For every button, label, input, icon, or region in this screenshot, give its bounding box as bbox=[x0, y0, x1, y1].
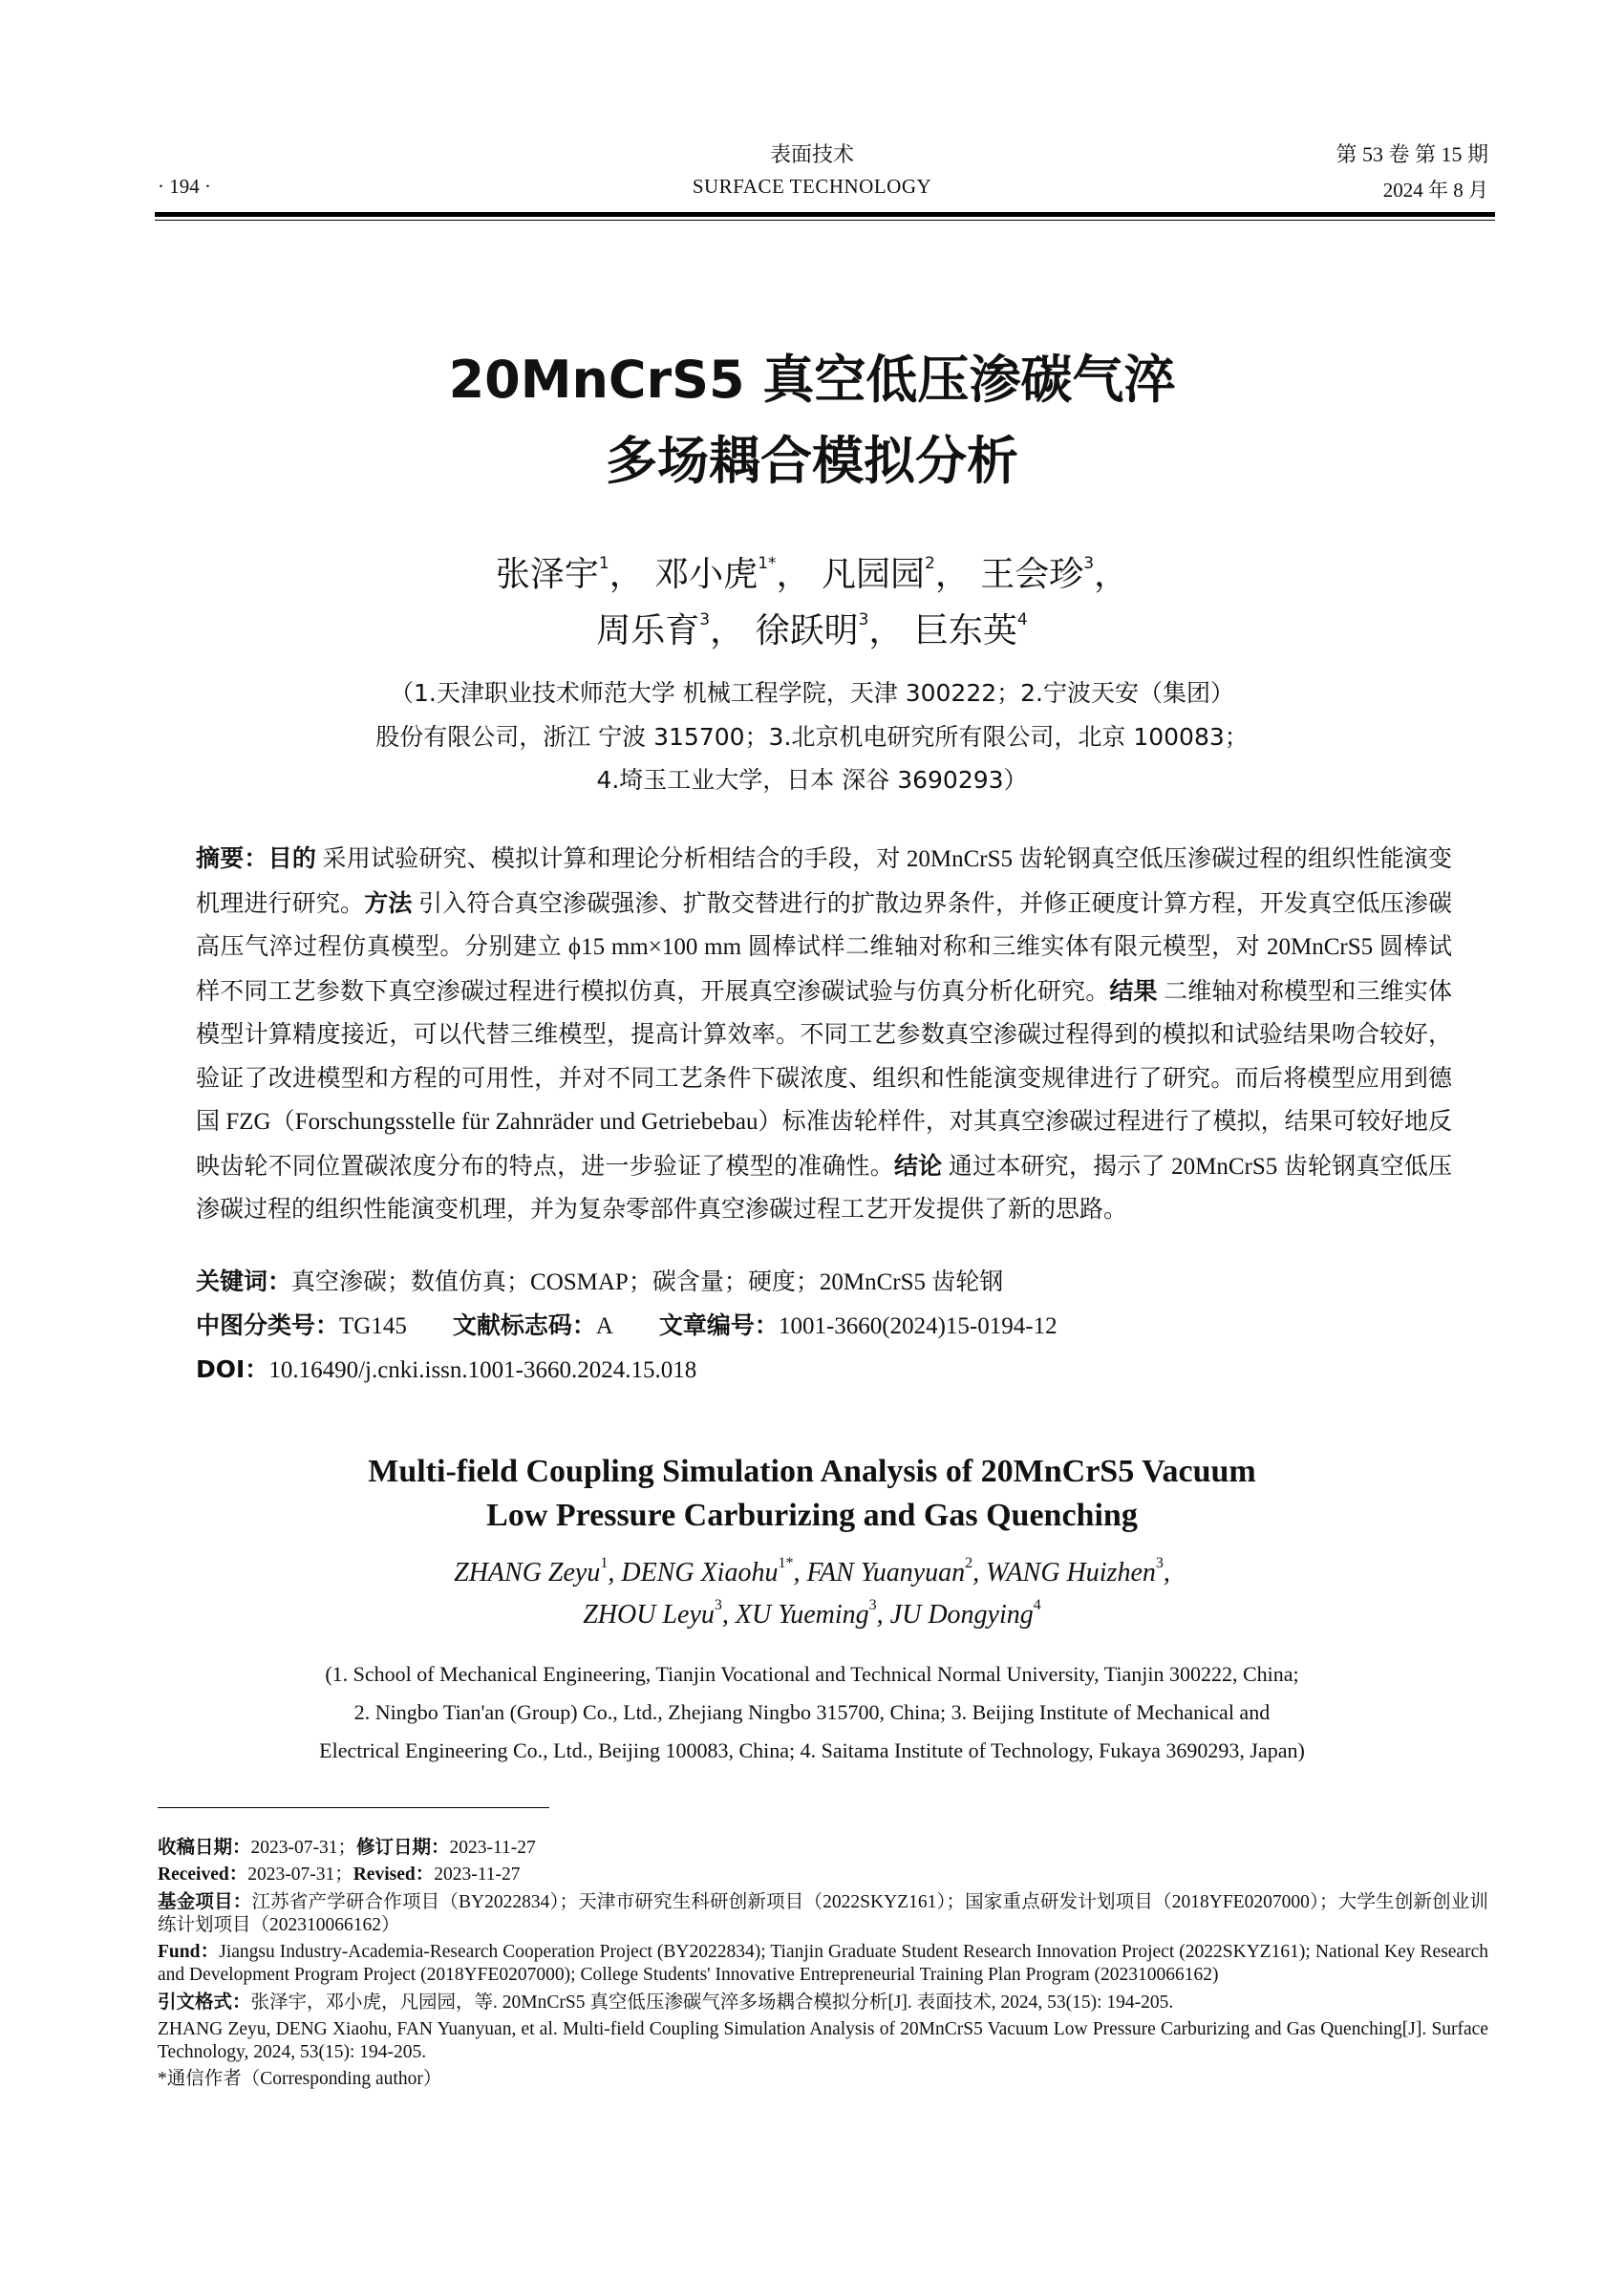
fund-cn-label: 基金项目： bbox=[158, 1890, 252, 1912]
received-en-label: Received： bbox=[158, 1864, 248, 1885]
keywords-cn bbox=[196, 1263, 1457, 1297]
revised-cn-value: 2023-11-27 bbox=[449, 1838, 536, 1858]
header-rule bbox=[155, 212, 1495, 217]
keywords-label: 关键词： bbox=[196, 1268, 292, 1295]
author-affil-mark: 4 bbox=[1033, 1597, 1041, 1613]
journal-name-en: SURFACE TECHNOLOGY bbox=[692, 175, 932, 198]
page-number: · 194 · bbox=[158, 175, 211, 198]
authors-en-line-1: ZHANG Zeyu$^1$, DENG Xiaohu$^{1*}$, FAN Yuanyuan$^2$, WANG Huizhen$^3$, bbox=[454, 1555, 1170, 1587]
author-affil-mark: 3 bbox=[1155, 1555, 1164, 1571]
fund-en-text: Jiangsu Industry-Academia-Research Cooperation Project (BY2022834); Tianjin Graduate Student Research Innovation Project (2022SKYZ161); National Key Research and Development Program Project (2018YFE0207000); College Students' Innovative Entrepreneurial Training Plan Program (202310066162) bbox=[158, 1942, 1488, 1985]
author-name-en: DENG Xiaohu bbox=[621, 1558, 779, 1587]
author-name-en: ZHOU Leyu bbox=[583, 1600, 715, 1630]
abstract-method-label: 方法 bbox=[364, 888, 413, 917]
author-affil-mark: 3 bbox=[1083, 554, 1095, 573]
footnote-rule bbox=[158, 1807, 549, 1808]
author-name: 邓小虎 bbox=[654, 555, 759, 594]
abstract-purpose: 采用试验研究、模拟计算和理论分析相结合的手段，对 20MnCrS5 齿轮钢真空低压渗碳过程的组织性能演变机理进行研究。 bbox=[196, 846, 1452, 917]
received-cn bbox=[158, 1836, 1488, 1860]
affiliation-en-line: (1. School of Mechanical Engineering, Tianjin Vocational and Technical Normal University, Tianjin 300222, China; bbox=[325, 1662, 1299, 1686]
revised-cn-label: 修订日期： bbox=[356, 1836, 450, 1858]
author-name-en: WANG Huizhen bbox=[986, 1558, 1156, 1587]
fund-cn-text: 江苏省产学研合作项目（BY2022834）；天津市研究生科研创新项目（2022SKYZ161）；国家重点研发计划项目（2018YFE0207000）；大学生创新创业训练计划项目（202310066162） bbox=[158, 1892, 1488, 1935]
affiliation-en-line: 2. Ningbo Tian'an (Group) Co., Ltd., Zhejiang Ningbo 315700, China; 3. Beijing Institute of Mechanical and bbox=[353, 1700, 1271, 1724]
citation-cn bbox=[158, 1991, 1488, 2014]
title-en-line-1: Multi-field Coupling Simulation Analysis of 20MnCrS5 Vacuum bbox=[368, 1454, 1256, 1489]
journal-name-cn: 表面技术 bbox=[769, 142, 854, 166]
received-en bbox=[158, 1864, 1488, 1886]
abstract-result: 二维轴对称模型和三维实体模型计算精度接近，可以代替三维模型，提高计算效率。不同工艺参数真空渗碳过程得到的模拟和试验结果吻合较好，验证了改进模型和方程的可用性，并对不同工艺条件下碳浓度、组织和性能演变规律进行了研究。而后将模型应用到德国 FZG（Forschungsstelle für Zahnräder und Getriebebau）标准齿轮样件，对其真空渗碳过程进行了模拟，结果可较好地反映齿轮不同位置碳浓度分布的特点，进一步验证了模型的准确性。 bbox=[196, 978, 1452, 1180]
fund-en bbox=[158, 1941, 1488, 1987]
doi-label: DOI： bbox=[196, 1355, 269, 1383]
received-cn-label: 收稿日期： bbox=[158, 1836, 251, 1858]
author-affil-mark: 2 bbox=[924, 554, 935, 573]
fund-en-label: Fund： bbox=[158, 1942, 220, 1962]
issue-date: 2024 年 8 月 bbox=[1382, 179, 1488, 202]
author-affil-mark: 1* bbox=[758, 554, 777, 573]
abstract-method: 引入符合真空渗碳强渗、扩散交替进行的扩散边界条件，并修正硬度计算方程，开发真空低压渗碳高压气淬过程仿真模型。分别建立 ϕ15 mm×100 mm 圆棒试样二维轴对称和三维实体有限元模型，对 20MnCrS5 圆棒试样不同工艺参数下真空渗碳过程进行模拟仿真，开展真空渗碳试验与仿真分析化研究。 bbox=[196, 890, 1452, 1005]
author-affil-mark: 1 bbox=[598, 554, 609, 573]
abstract-cn bbox=[196, 837, 1452, 1232]
affiliation-en-line: Electrical Engineering Co., Ltd., Beijing 100083, China; 4. Saitama Institute of Technology, Fukaya 3690293, Japan) bbox=[319, 1738, 1305, 1762]
title-cn-line-1: 20MnCrS5 真空低压渗碳气淬 bbox=[448, 350, 1176, 410]
author-name: 张泽宇 bbox=[495, 555, 599, 594]
doi-link[interactable]: 10.16490/j.cnki.issn.1001-3660.2024.15.018 bbox=[268, 1357, 697, 1383]
author-name-en: XU Yueming bbox=[735, 1600, 869, 1630]
corresponding-author: *通信作者（Corresponding author） bbox=[158, 2069, 442, 2089]
affiliation-cn-line: （1.天津职业技术师范大学 机械工程学院，天津 300222；2.宁波天安（集团） bbox=[389, 679, 1235, 707]
revised-en-label: Revised： bbox=[353, 1864, 435, 1885]
author-affil-mark: 3 bbox=[858, 610, 869, 629]
abstract-purpose-label: 目的 bbox=[267, 844, 317, 872]
doc-code-value: A bbox=[595, 1313, 613, 1339]
keywords-text: 真空渗碳；数值仿真；COSMAP；碳含量；硬度；20MnCrS5 齿轮钢 bbox=[291, 1269, 1004, 1295]
citation-cn-text: 张泽宇，邓小虎，凡园园，等. 20MnCrS5 真空低压渗碳气淬多场耦合模拟分析[J]. 表面技术, 2024, 53(15): 194-205. bbox=[250, 1992, 1174, 2013]
abstract-conclusion: 通过本研究，揭示了 20MnCrS5 齿轮钢真空低压渗碳过程的组织性能演变机理，并为复杂零部件真空渗碳过程工艺开发提供了新的思路。 bbox=[196, 1153, 1452, 1223]
received-cn-value: 2023-07-31； bbox=[250, 1838, 357, 1858]
doi-line bbox=[196, 1351, 1457, 1385]
author-name-en: FAN Yuanyuan bbox=[806, 1558, 966, 1587]
author-name-en: JU Dongying bbox=[889, 1600, 1034, 1630]
author-affil-mark: 3 bbox=[699, 610, 711, 629]
citation-cn-label: 引文格式： bbox=[158, 1991, 251, 2013]
authors-cn-line-1: 张泽宇$^1$， 邓小虎$^{1*}$， 凡园园$^2$， 王会珍$^3$， bbox=[495, 554, 1129, 594]
clc-value: TG145 bbox=[339, 1313, 407, 1339]
article-number-label: 文章编号： bbox=[658, 1311, 779, 1339]
citation-en: ZHANG Zeyu, DENG Xiaohu, FAN Yuanyuan, et al. Multi-field Coupling Simulation Analysis of 20MnCrS5 Vacuum Low Pressure Carburizing and Gas Quenching[J]. Surface Technology, 2024, 53(15): 194-205. bbox=[158, 2019, 1488, 2062]
author-affil-mark: 1 bbox=[600, 1555, 609, 1571]
author-affil-mark: 2 bbox=[965, 1555, 973, 1571]
author-name: 凡园园 bbox=[821, 555, 925, 594]
article-number-value: 1001-3660(2024)15-0194-12 bbox=[778, 1313, 1058, 1339]
title-en-line-2: Low Pressure Carburizing and Gas Quenching bbox=[486, 1498, 1138, 1533]
author-affil-mark: 3 bbox=[714, 1597, 722, 1613]
volume-issue: 第 53 卷 第 15 期 bbox=[1336, 142, 1488, 166]
authors-en-line-2: ZHOU Leyu$^3$, XU Yueming$^3$, JU Dongying$^4$ bbox=[583, 1597, 1041, 1630]
author-name: 王会珍 bbox=[980, 555, 1084, 594]
abstract-label: 摘要： bbox=[196, 844, 268, 872]
authors-cn-line-2: 周乐育$^3$， 徐跃明$^3$， 巨东英$^4$ bbox=[596, 610, 1028, 650]
affiliation-cn-line: 4.埼玉工业大学，日本 深谷 3690293） bbox=[596, 766, 1028, 794]
author-name-en: ZHANG Zeyu bbox=[454, 1558, 601, 1587]
author-affil-mark: 4 bbox=[1016, 610, 1028, 629]
abstract-result-label: 结果 bbox=[1109, 976, 1158, 1005]
affiliation-cn-line: 股份有限公司，浙江 宁波 315700；3.北京机电研究所有限公司，北京 100083； bbox=[375, 723, 1249, 751]
doc-code-label: 文献标志码： bbox=[452, 1311, 596, 1339]
classification-line bbox=[196, 1307, 1457, 1341]
fund-cn bbox=[158, 1890, 1488, 1937]
abstract-conclusion-label: 结论 bbox=[893, 1151, 943, 1180]
revised-en-value: 2023-11-27 bbox=[434, 1864, 521, 1885]
author-affil-mark: 1* bbox=[778, 1555, 794, 1571]
author-name: 周乐育 bbox=[596, 611, 700, 650]
title-cn-line-2: 多场耦合模拟分析 bbox=[606, 431, 1018, 491]
author-name: 巨东英 bbox=[913, 611, 1017, 650]
received-en-value: 2023-07-31； bbox=[247, 1864, 353, 1885]
author-name: 徐跃明 bbox=[755, 611, 859, 650]
footnotes bbox=[158, 1836, 1488, 2095]
clc-label: 中图分类号： bbox=[196, 1311, 340, 1339]
header-rule-thin bbox=[155, 220, 1495, 221]
author-affil-mark: 3 bbox=[868, 1597, 877, 1613]
